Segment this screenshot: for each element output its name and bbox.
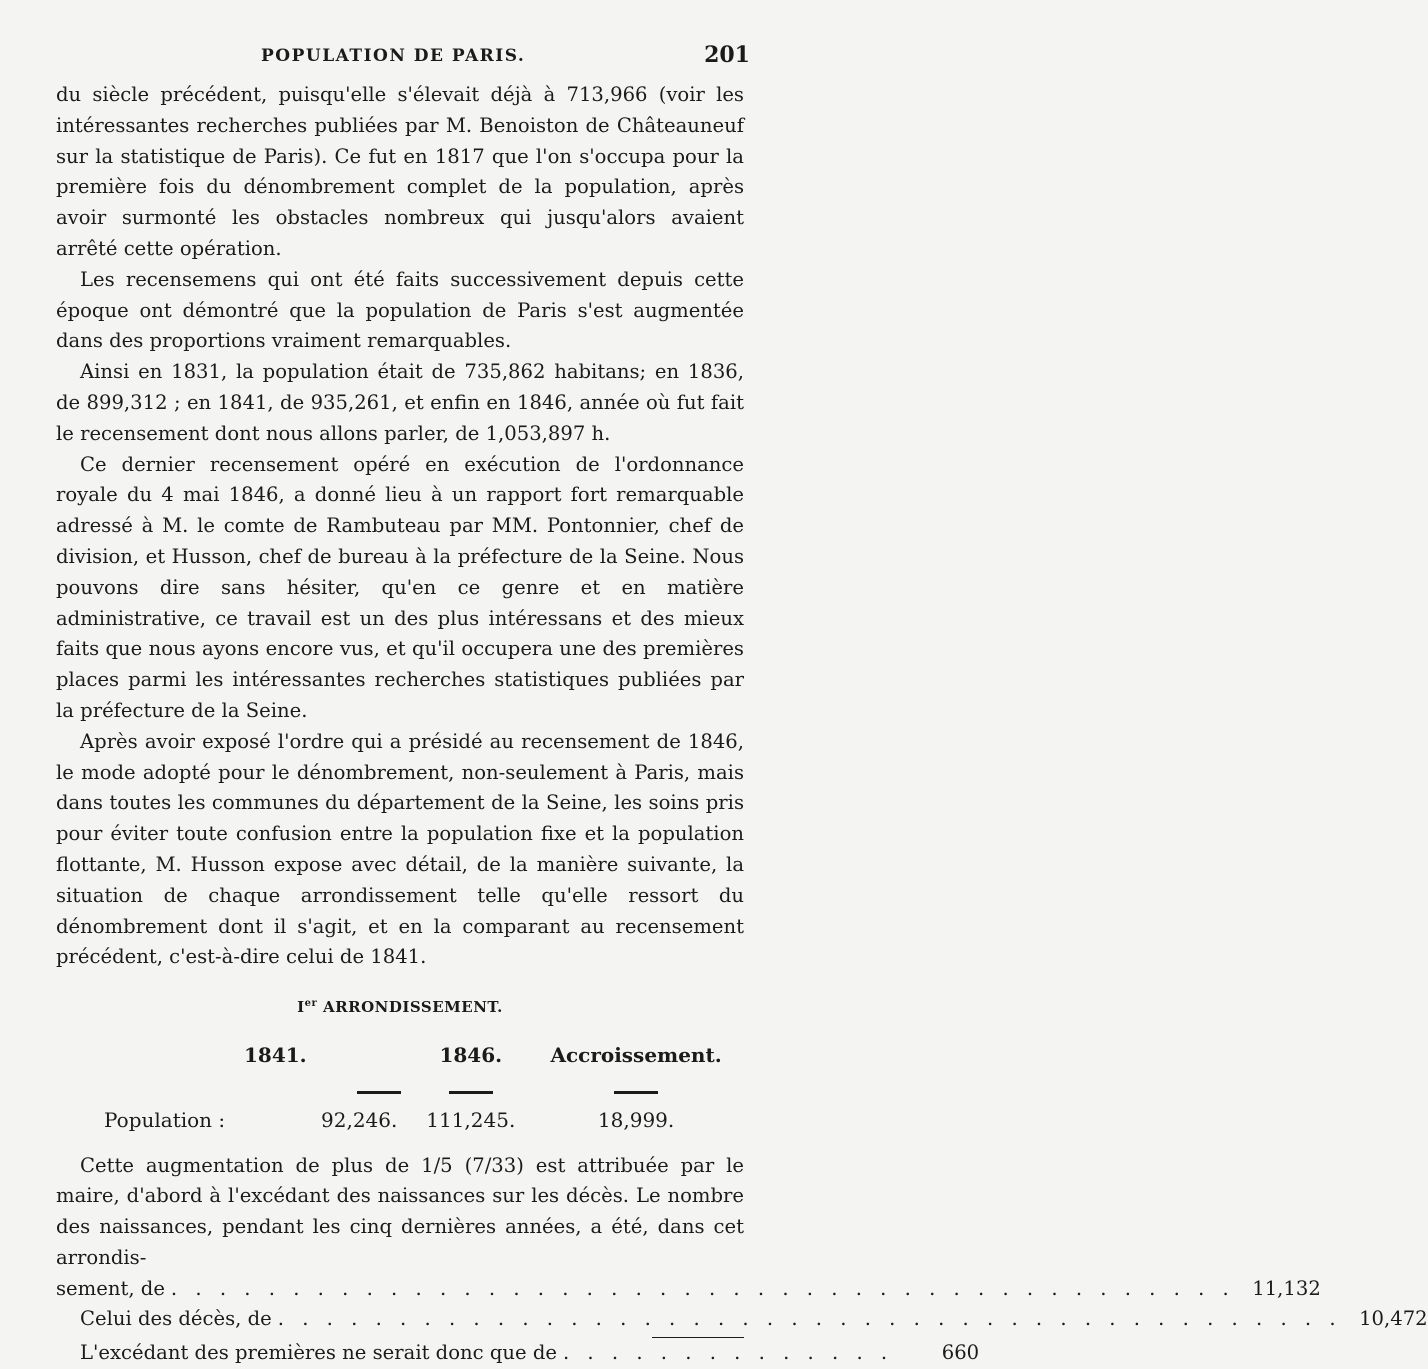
- leader-label: sement, de: [56, 1276, 165, 1300]
- leader-line: [56, 1338, 980, 1369]
- leader-label: Celui des décès, de: [80, 1307, 272, 1331]
- paragraph: Cette augmentation de plus de 1/5 (7/33) est attribuée par le maire, d'abord à l'excédant des naissances sur les décès. Le nombre des naissances, pendant les cinq dernières années, a été, dans cet arrondis-: [56, 1153, 744, 1269]
- leader-dots: . . . . . . . . . . . . . . . . . . . . . . . . . . . . . . . . . . . . . . . . . . . .: [277, 1307, 1342, 1331]
- body-text: [56, 80, 1428, 1369]
- row-label: Population :: [104, 1107, 226, 1132]
- column-header: 1841.: [244, 1043, 307, 1068]
- paragraph: Ainsi en 1831, la population était de 735,862 habitans; en 1836, de 899,312 ; en 1841, de 935,261, et enfin en 1846, année où fut fait le recensement dont nous allons parler, de 1,053,897 h.: [56, 360, 744, 445]
- column-header: 1846.: [439, 1043, 503, 1068]
- leader-line: [56, 1304, 1428, 1335]
- column-header: Accroissement.: [550, 1043, 722, 1068]
- section-title-rest: ARRONDISSEMENT.: [317, 998, 503, 1017]
- dash: [357, 1091, 401, 1094]
- table-cell: 111,245.: [426, 1107, 516, 1132]
- paragraph: Ce dernier recensement opéré en exécution de l'ordonnance royale du 4 mai 1846, a donné lieu à un rapport fort remarquable adressé à M. le comte de Rambuteau par MM. Pontonnier, chef de division, et Husson, chef de bureau à la préfecture de la Seine. Nous pouvons dire sans hésiter, qu'en ce genre et en matière administrative, ce travail est un des plus intéressans et des mieux faits que nous ayons encore vus, et qu'il occupera une des premières places parmi les intéressantes recherches statistiques publiées par la préfecture de la Seine.: [56, 452, 744, 722]
- section-title: [56, 993, 744, 1018]
- page-number: 201: [704, 42, 750, 68]
- leader-line: [56, 1274, 1321, 1305]
- section-title-prefix: I: [297, 998, 305, 1017]
- paragraph: du siècle précédent, puisqu'elle s'élevait déjà à 713,966 (voir les intéressantes recherches publiées par M. Benoiston de Châteauneuf sur la statistique de Paris). Ce fut en 1817 que l'on s'occupa pour la première fois du dénombrement complet de la population, après avoir surmonté les obstacles nombreux qui jusqu'alors avaient arrêté cette opération.: [56, 83, 744, 260]
- table-row: [56, 1104, 744, 1137]
- leader-value: 10,472: [1359, 1307, 1428, 1331]
- leader-value: 660: [941, 1341, 980, 1365]
- running-title: POPULATION DE PARIS.: [261, 46, 526, 66]
- dash: [449, 1091, 493, 1094]
- section-title-sup: er: [304, 998, 318, 1010]
- dash-row: [56, 1071, 744, 1104]
- leader-dots: . . . . . . . . . . . . . . . . . . . . . . . . . . . . . . . . . . . . . . . . . . . .: [170, 1276, 1235, 1300]
- table-cell: 92,246.: [321, 1107, 398, 1132]
- leader-label: L'excédant des premières ne serait donc que de: [80, 1341, 557, 1365]
- paragraph: Après avoir exposé l'ordre qui a présidé au recensement de 1846, le mode adopté pour le dénombrement, non-seulement à Paris, mais dans toutes les communes du département de la Seine, les soins pris pour éviter toute confusion entre la population fixe et la population flottante, M. Husson expose avec détail, de la manière suivante, la situation de chaque arrondissement telle qu'elle ressort du dénombrement dont il s'agit, et en la comparant au recensement précédent, c'est-à-dire celui de 1841.: [56, 729, 744, 969]
- table-cell: 18,999.: [597, 1107, 675, 1132]
- table-header-row: [56, 1030, 744, 1071]
- leader-dots: . . . . . . . . . . . . . .: [562, 1341, 894, 1365]
- dash: [614, 1091, 658, 1094]
- page-header: [56, 40, 750, 76]
- leader-value: 11,132: [1252, 1276, 1321, 1300]
- paragraph: Les recensemens qui ont été faits successivement depuis cette époque ont démontré que la population de Paris s'est augmentée dans des proportions vraiment remarquables.: [56, 267, 744, 353]
- population-table: [56, 1030, 744, 1136]
